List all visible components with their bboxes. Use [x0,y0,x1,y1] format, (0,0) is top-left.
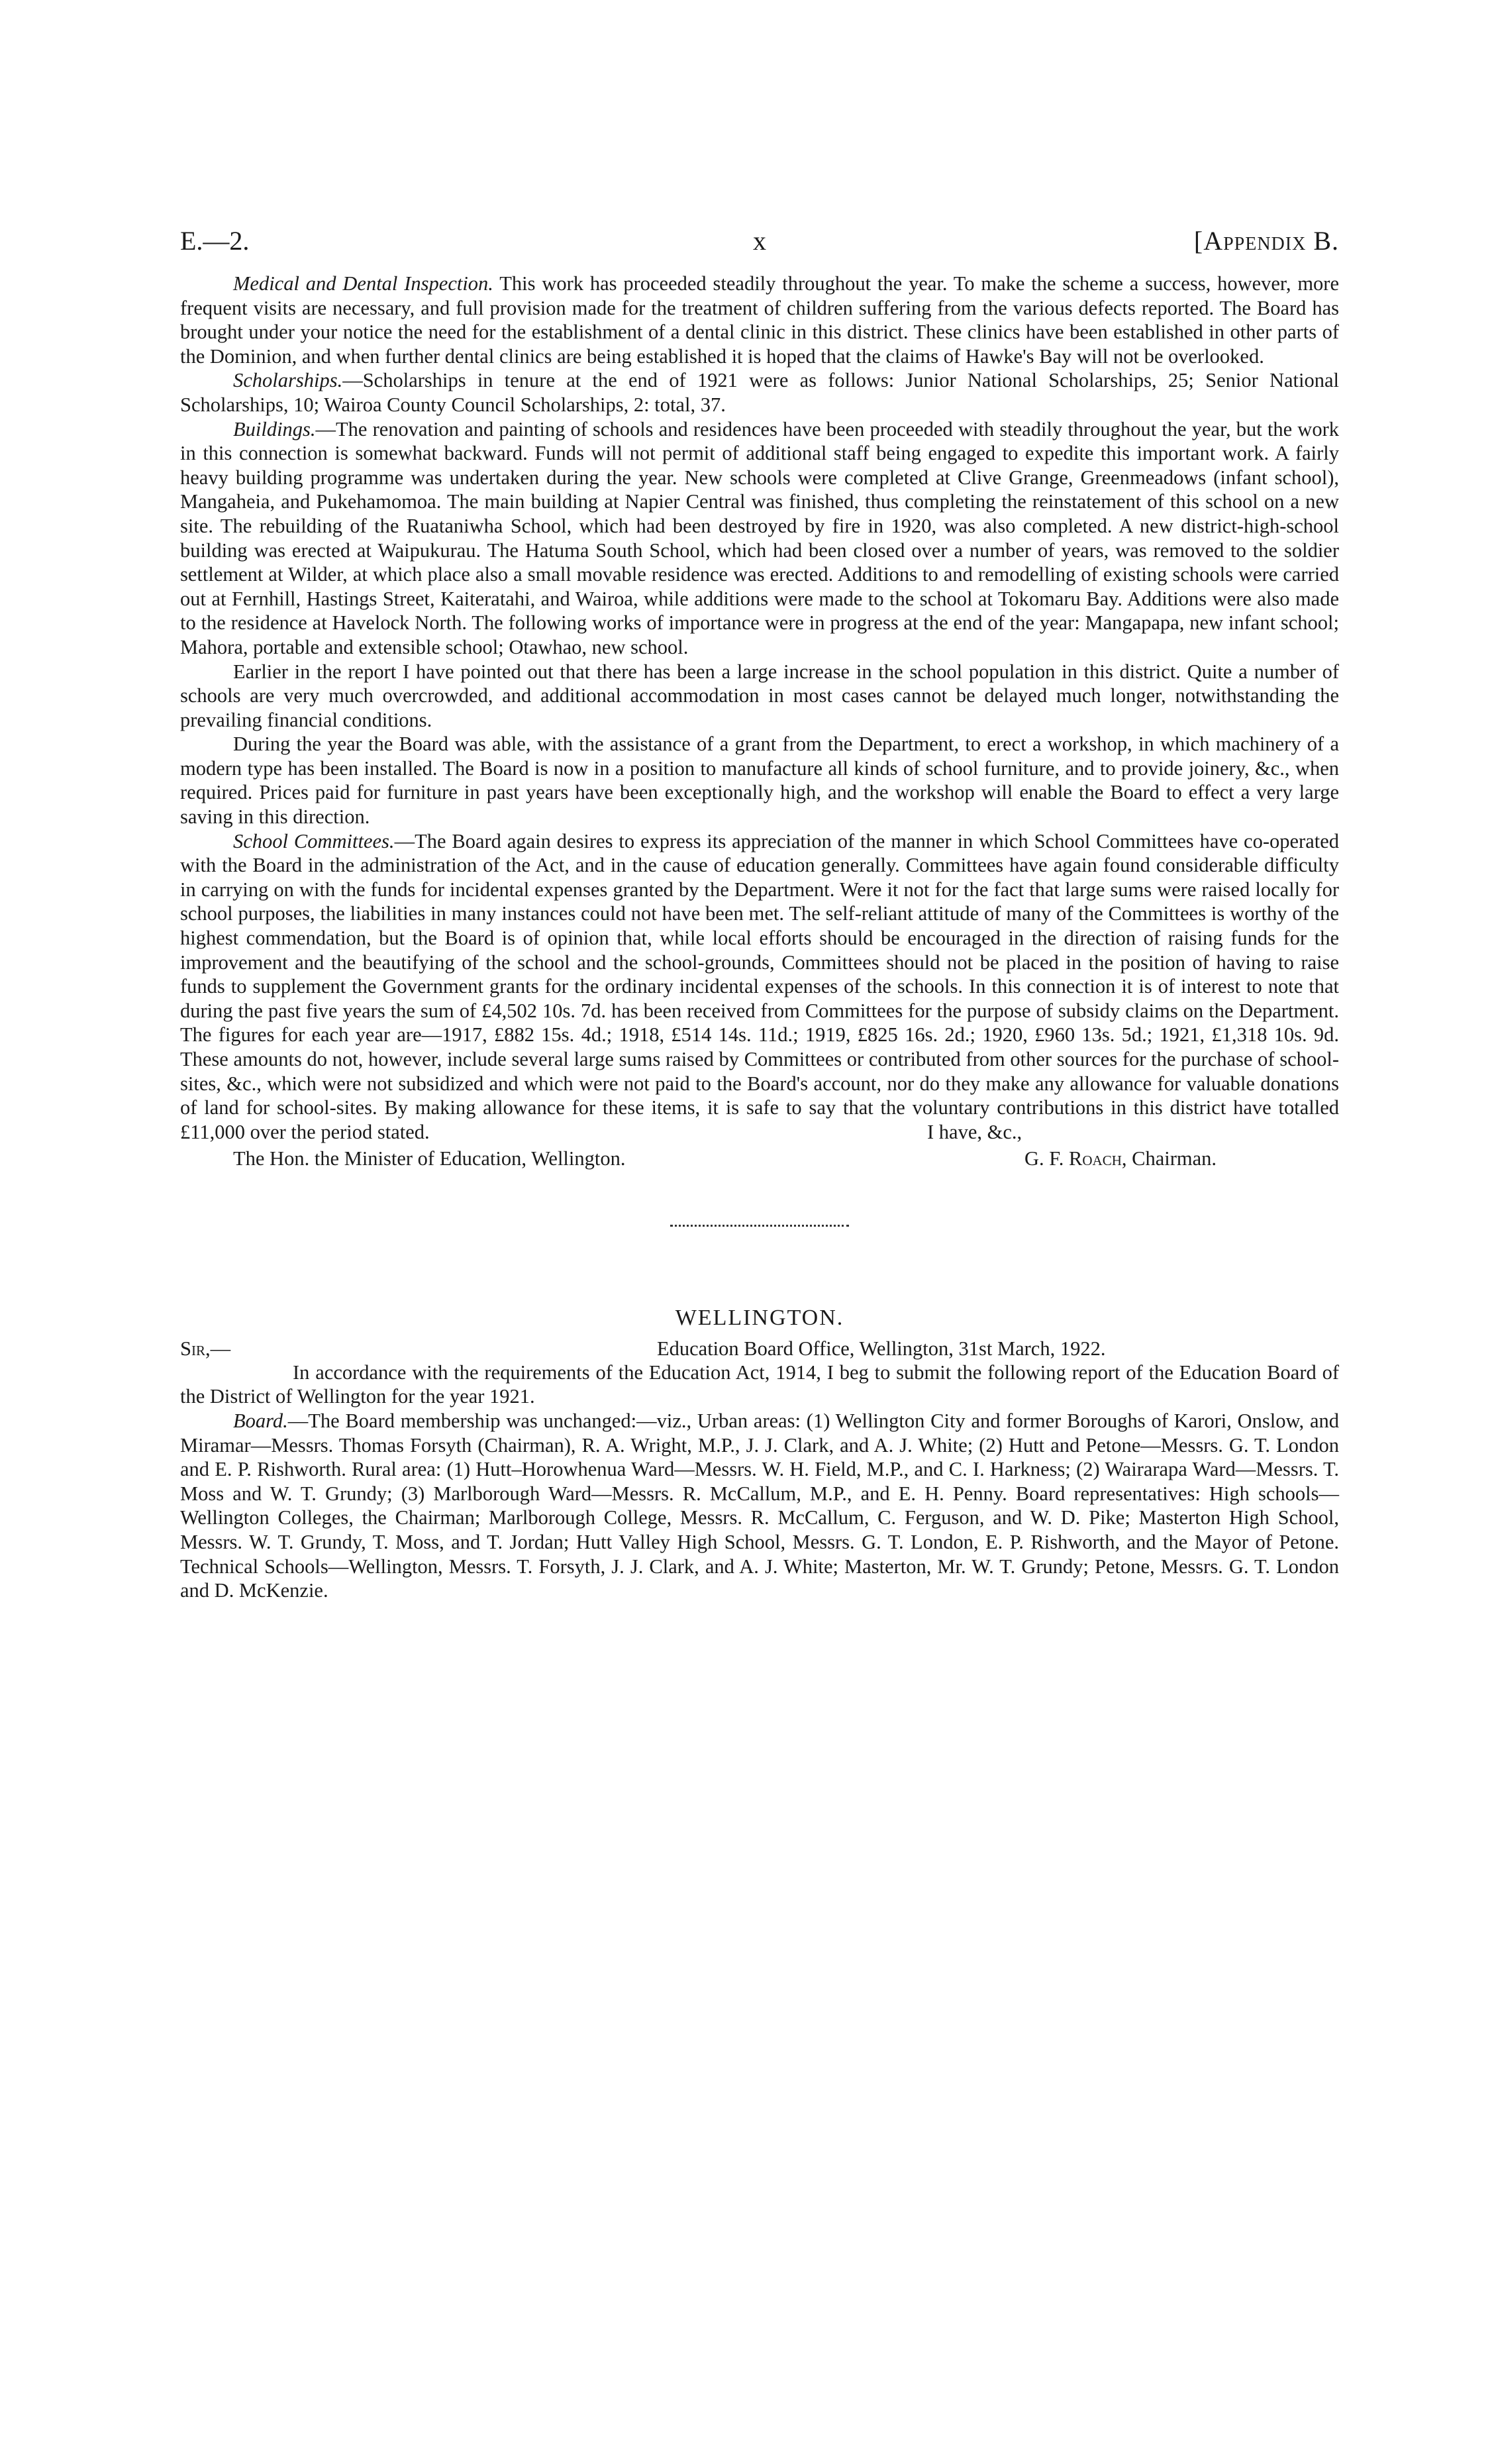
closing-addressee: The Hon. the Minister of Education, Wellington. [233,1147,626,1170]
salutation-row [180,1337,1339,1360]
section-divider [670,1225,849,1227]
paragraph-text: This work has proceeded steadily throughout the year. To make the scheme a success, however, more frequent visits are necessary, and full provision made for the treatment of children suffering from the various defects reported. The Board has brought under your notice the need for the establishment of a dental clinic in this district. These clinics have been established in other parts of the Dominion, and when further dental clinics are being established it is hoped that the claims of Hawke's Bay will not be overlooked. [180,272,1339,368]
closing-i-have-row [180,1120,1339,1147]
paragraph-text: —The Board membership was unchanged:—viz., Urban areas: (1) Wellington City and former Boroughs of Karori, Onslow, and Miramar—Messrs. Thomas Forsyth (Chairman), R. A. Wright, M.P., J. J. Clark, and A. J. White; (2) Hutt and Petone—Messrs. G. T. London and E. P. Rishworth. Rural area: (1) Hutt–Horowhenua Ward—Messrs. W. H. Field, M.P., and C. I. Harkness; (2) Wairarapa Ward—Messrs. T. Moss and W. T. Grundy; (3) Marlborough Ward—Messrs. R. McCallum, M.P., and E. H. Penny. Board representatives: High schools—Wellington Colleges, the Chairman; Marlborough College, Messrs. R. McCallum, C. Ferguson, and W. D. Pike; Masterton High School, Messrs. W. T. Grundy, T. Moss, and T. Jordan; Hutt Valley High School, Messrs. G. T. London, E. P. Rishworth, and the Mayor of Petone. Technical Schools—Wellington, Messrs. T. Forsyth, J. J. Clark, and A. J. White; Masterton, Mr. W. T. Grundy; Petone, Messrs. G. T. London and D. McKenzie. [180,1409,1339,1602]
closing-signature [1024,1147,1217,1171]
paragraph-scholarships [180,368,1339,417]
paragraph-text: During the year the Board was able, with the assistance of a grant from the Department, to erect a workshop, in which machinery of a modern type has been installed. The Board is now in a position to manufacture all kinds of school furniture, and to provide joinery, &c., when required. Prices paid for furniture in past years have been exceptionally high, and the workshop will enable the Board to effect a very large saving in this direction. [180,733,1339,829]
page-header [180,225,1339,272]
header-report-code: E.—2. [180,226,250,256]
header-appendix: [Appendix B. [1193,226,1339,256]
document-page [180,225,1339,1603]
paragraph-school-committees [180,829,1339,1145]
paragraph-text: —The Board again desires to express its appreciation of the manner in which School Committees have co-operated with the Board in the administration of the Act, and in the cause of education generally. Committees have again found considerable difficulty in carrying on with the funds for incidental expenses granted by the Department. Were it not for the fact that large sums were raised locally for school purposes, the liabilities in many instances could not have been met. The self-reliant attitude of many of the Committees is worthy of the highest commendation, but the Board is of opinion that, while local efforts should be encouraged in the direction of raising funds for the improvement and the beautifying of the school and the school-grounds, Committees should not be placed in the position of having to raise funds to supplement the Government grants for the ordinary incidental expenses of the schools. In this connection it is of interest to note that during the past five years the sum of £4,502 10s. 7d. has been received from Committees for the purpose of subsidy claims on the Department. The figures for each year are—1917, £882 15s. 4d.; 1918, £514 14s. 11d.; 1919, £825 16s. 2d.; 1920, £960 13s. 5d.; 1921, £1,318 10s. 9d. These amounts do not, however, include several large sums raised by Committees or contributed from other sources for the purchase of school-sites, &c., which were not subsidized and which were not paid to the Board's account, nor do they make any allowance for valuable donations of land for school-sites. By making allowance for these items, it is safe to say that the voluntary contributions in this district have totalled £11,000 over the period stated. [180,829,1339,1143]
closing-signature-row [180,1147,1339,1173]
paragraph-medical-dental [180,272,1339,368]
paragraph-text: Earlier in the report I have pointed out that there has been a large increase in the school population in this district. Quite a number of schools are very much overcrowded, and additional accommodation in most cases cannot be delayed much longer, notwithstanding the prevailing financial conditions. [180,660,1339,731]
paragraph-lead: Medical and Dental Inspection. [233,272,493,295]
paragraph-board [180,1409,1339,1603]
header-page-number: x [753,226,766,256]
closing-i-have: I have, &c., [927,1120,1022,1143]
paragraph-lead: Buildings. [233,417,316,440]
paragraph-intro: In accordance with the requirements of the Education Act, 1914, I beg to submit the following report of the Education Board of the District of Wellington for the year 1921. [180,1360,1339,1408]
salutation: Sir,— [180,1337,231,1360]
paragraph-workshop [180,732,1339,829]
paragraph-lead: Scholarships. [233,369,343,392]
paragraph-lead: Board. [233,1409,288,1432]
paragraph-population [180,660,1339,733]
signature-initials: G. F. [1024,1147,1064,1170]
paragraph-text: —Scholarships in tenure at the end of 1921 were as follows: Junior National Scholarships, 25; Senior National Scholarships, 10; Wairoa County Council Scholarships, 2: total, 37. [180,369,1339,416]
office-date: Education Board Office, Wellington, 31st March, 1922. [657,1337,1106,1360]
signature-name: Roach [1069,1147,1122,1170]
paragraph-text: —The renovation and painting of schools and residences have been proceeded with steadily throughout the year, but the work in this connection is somewhat backward. Funds will not permit of additional staff being engaged to expedite this important work. A fairly heavy building programme was undertaken during the year. New schools were completed at Clive Grange, Greenmeadows (infant school), Mangaheia, and Pukehamomoa. The main building at Napier Central was finished, thus completing the reinstatement of this school on a new site. The rebuilding of the Ruataniwha School, which had been destroyed by fire in 1920, was also completed. A new district-high-school building was erected at Waipukurau. The Hatuma South School, which had been closed over a number of years, was removed to the soldier settlement at Wilder, at which place also a small movable residence was erected. Additions to and remodelling of existing schools were carried out at Fernhill, Hastings Street, Kaiteratahi, and Wairoa, while additions were made to the school at Tokomaru Bay. Additions were also made to the residence at Havelock North. The following works of importance were in progress at the end of the year: Mangapapa, new infant school; Mahora, portable and extensible school; Otawhao, new school. [180,417,1339,658]
paragraph-lead: School Committees. [233,829,395,852]
paragraph-buildings [180,417,1339,660]
signature-title: , Chairman. [1121,1147,1217,1170]
section-title-wellington: WELLINGTON. [675,1305,844,1330]
